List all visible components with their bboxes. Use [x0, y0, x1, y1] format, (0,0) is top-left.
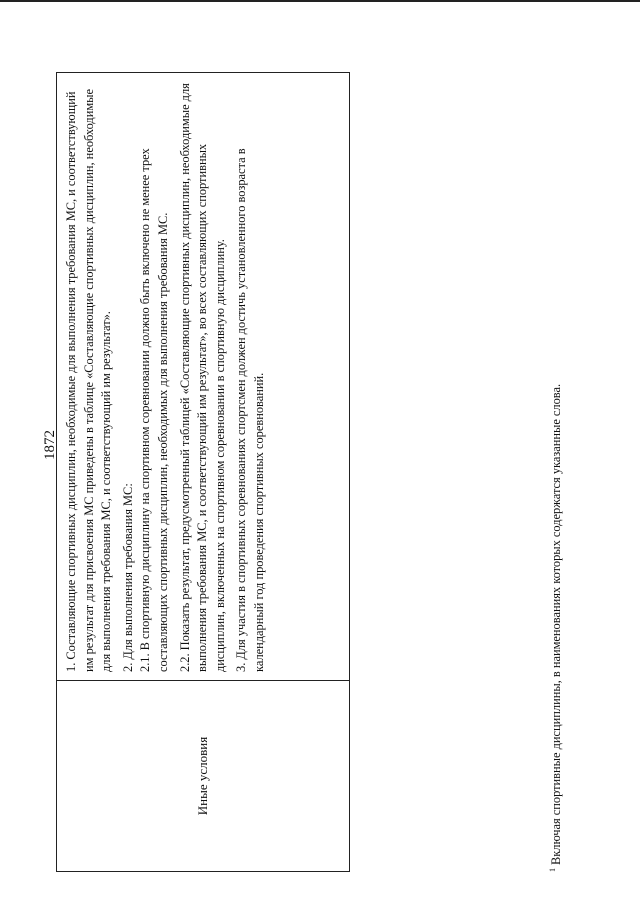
footnote [548, 52, 564, 872]
condition-paragraph-3: 3. Для участия в спортивных соревнованиях спортсмен должен достичь установленного возраста в календарный год проведения спортивных соревнований. [234, 148, 266, 672]
other-conditions-label: Иные условия [195, 736, 210, 816]
footnote-text: Включая спортивные дисциплины, в наименованиях которых содержатся указанные слова. [549, 383, 564, 865]
page-number: 1872 [42, 430, 58, 460]
condition-paragraph-2: 2. Для выполнения требования МС: [120, 483, 135, 672]
footnote-marker: 1 [548, 868, 557, 872]
condition-paragraph-1: 1. Составляющие спортивных дисциплин, необходимые для выполнения требования МС, и соответствующий им результат для присвоения МС приведены в таблице «Составляющие спортивных дисциплин, необходимые для выполнения требования МС, и соответствующий им результат». [64, 88, 114, 672]
conditions-table [56, 72, 350, 872]
table-left-cell [57, 680, 349, 871]
table-right-cell [57, 73, 349, 680]
condition-paragraph-2-1: 2.1. В спортивную дисциплину на спортивном соревновании должно быть включено не менее трех составляющих спортивных дисциплин, необходимых для выполнения требования МС. [138, 148, 170, 672]
condition-paragraph-2-2: 2.2. Показать результат, предусмотренный таблицей «Составляющие спортивных дисциплин, необходимые для выполнения требования МС, и соответствующий им результат», во всех составляющих спортивных дисциплин, включенных на спортивном соревновании в спортивную дисциплину. [177, 83, 227, 672]
